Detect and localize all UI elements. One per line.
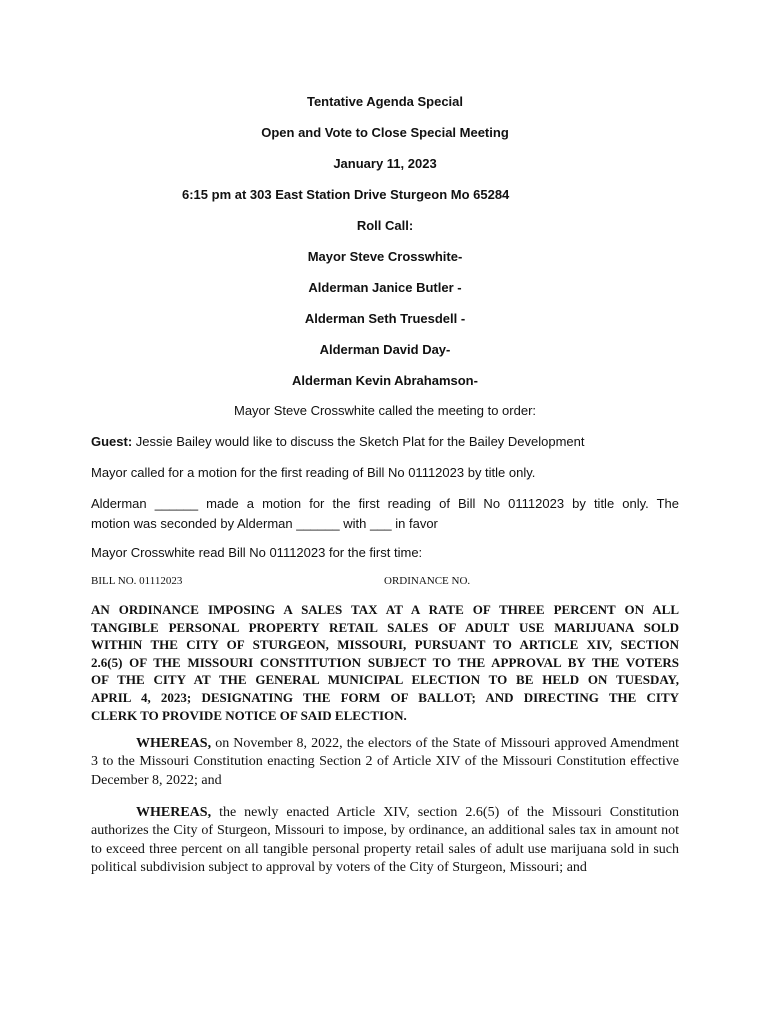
motion-line-2: motion was seconded by Alderman ______ with ___ in favor [91,516,438,531]
meeting-date: January 11, 2023 [333,156,437,171]
call-to-order: Mayor Steve Crosswhite called the meeting to order: [233,403,537,418]
motion-line-1: Alderman ______ made a motion for the first reading of Bill No 01112023 by title only. The [91,496,679,511]
ordinance-title-line: WITHIN THE CITY OF STURGEON, MISSOURI, PURSUANT TO ARTICLE XIV, SECTION [91,637,679,653]
meeting-subtitle: Open and Vote to Close Special Meeting [261,125,509,140]
roll-call-member: Mayor Steve Crosswhite- [307,249,463,264]
guest-label: Guest: [91,434,133,449]
ordinance-title-line: AN ORDINANCE IMPOSING A SALES TAX AT A RATE OF THREE PERCENT ON ALL [91,602,679,617]
bill-number: BILL NO. 01112023 [91,575,183,587]
first-reading: Mayor Crosswhite read Bill No 01112023 for the first time: [91,545,423,560]
roll-call-member: Alderman David Day- [319,342,451,357]
meeting-time-location: 6:15 pm at 303 East Station Drive Sturgeon Mo 65284 [182,187,510,202]
ordinance-title-line: APRIL 4, 2023; DESIGNATING THE FORM OF BALLOT; AND DIRECTING THE CITY [91,689,679,705]
ordinance-title-line: CLERK TO PROVIDE NOTICE OF SAID ELECTION. [91,707,407,723]
whereas-text: on November 8, 2022, the electors of the State of Missouri approved Amendment 3 to the Missouri Constitution enacting Section 2 of Article XIV of the Missouri Constitution effective December 8, 2022; and [91,736,679,788]
roll-call-member: Alderman Kevin Abrahamson- [292,373,478,388]
ordinance-title [91,601,679,724]
guest-text: Jessie Bailey would like to discuss the Sketch Plat for the Bailey Development [132,434,585,449]
whereas-clause [91,804,679,877]
guest-line [91,434,679,449]
whereas-lead: WHEREAS, [136,805,212,820]
motion-call: Mayor called for a motion for the first reading of Bill No 01112023 by title only. [91,465,536,480]
roll-call-member: Alderman Seth Truesdell - [304,311,466,326]
agenda-title: Tentative Agenda Special [306,94,464,109]
ordinance-title-line: 2.6(5) OF THE MISSOURI CONSTITUTION SUBJECT TO THE APPROVAL BY THE VOTERS [91,654,679,670]
roll-call-heading: Roll Call: [356,218,414,233]
ordinance-number: ORDINANCE NO. [384,575,471,587]
roll-call-member: Alderman Janice Butler - [308,280,462,295]
whereas-text: the newly enacted Article XIV, section 2.6(5) of the Missouri Constitution authorizes the City of Sturgeon, Missouri to impose, by ordinance, an additional sales tax in amount not to exceed three percent on all tangible personal property retail sales of adult use marijuana sold in such political subdivision subject to approval by voters of the City of Sturgeon, Missouri; and [91,805,679,875]
ordinance-title-line: TANGIBLE PERSONAL PROPERTY RETAIL SALES OF ADULT USE MARIJUANA SOLD [91,619,679,635]
whereas-lead: WHEREAS, [136,736,212,751]
ordinance-title-line: OF THE CITY AT THE GENERAL MUNICIPAL ELECTION TO BE HELD ON TUESDAY, [91,672,679,688]
whereas-clause [91,735,679,790]
